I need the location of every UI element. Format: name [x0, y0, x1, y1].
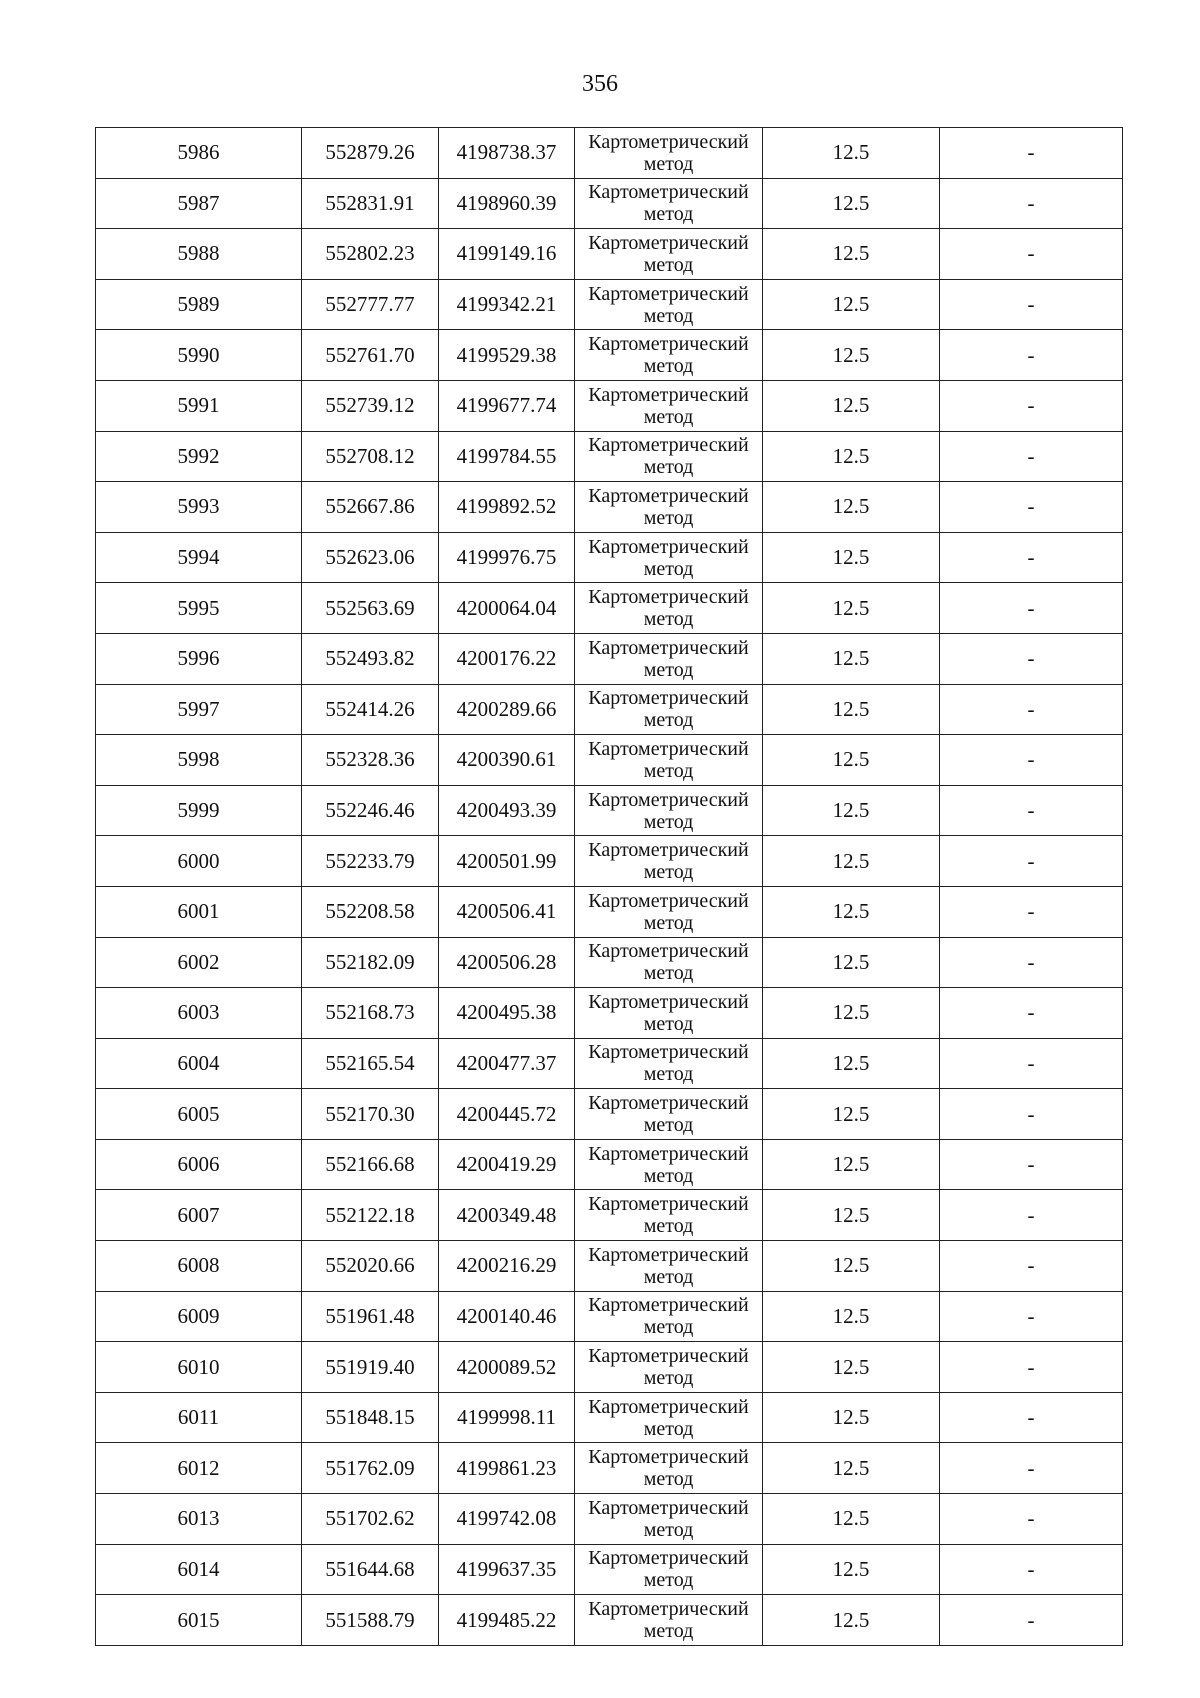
point-number-cell: 5995	[96, 583, 302, 634]
x-coordinate-cell: 552414.26	[302, 684, 439, 735]
point-number-cell: 5986	[96, 128, 302, 179]
y-coordinate-cell: 4200419.29	[439, 1139, 575, 1190]
point-number-cell: 6007	[96, 1190, 302, 1241]
note-cell: -	[940, 380, 1123, 431]
accuracy-cell: 12.5	[763, 735, 940, 786]
table-row	[96, 684, 1123, 735]
accuracy-cell: 12.5	[763, 633, 940, 684]
method-cell: Картометрический метод	[575, 1342, 763, 1393]
point-number-cell: 6015	[96, 1595, 302, 1646]
y-coordinate-cell: 4199742.08	[439, 1494, 575, 1545]
x-coordinate-cell: 551919.40	[302, 1342, 439, 1393]
table-row	[96, 128, 1123, 179]
note-cell: -	[940, 1544, 1123, 1595]
table-row	[96, 735, 1123, 786]
point-number-cell: 5991	[96, 380, 302, 431]
method-cell: Картометрический метод	[575, 684, 763, 735]
x-coordinate-cell: 552667.86	[302, 482, 439, 533]
x-coordinate-cell: 552802.23	[302, 229, 439, 280]
y-coordinate-cell: 4199892.52	[439, 482, 575, 533]
table-row	[96, 1241, 1123, 1292]
y-coordinate-cell: 4199998.11	[439, 1392, 575, 1443]
point-number-cell: 5987	[96, 178, 302, 229]
accuracy-cell: 12.5	[763, 1494, 940, 1545]
y-coordinate-cell: 4199976.75	[439, 532, 575, 583]
point-number-cell: 5996	[96, 633, 302, 684]
x-coordinate-cell: 552623.06	[302, 532, 439, 583]
point-number-cell: 6005	[96, 1089, 302, 1140]
accuracy-cell: 12.5	[763, 886, 940, 937]
method-cell: Картометрический метод	[575, 380, 763, 431]
accuracy-cell: 12.5	[763, 279, 940, 330]
note-cell: -	[940, 1595, 1123, 1646]
point-number-cell: 5992	[96, 431, 302, 482]
x-coordinate-cell: 551961.48	[302, 1291, 439, 1342]
y-coordinate-cell: 4200495.38	[439, 988, 575, 1039]
accuracy-cell: 12.5	[763, 128, 940, 179]
note-cell: -	[940, 330, 1123, 381]
y-coordinate-cell: 4200445.72	[439, 1089, 575, 1140]
method-cell: Картометрический метод	[575, 1544, 763, 1595]
note-cell: -	[940, 1190, 1123, 1241]
point-number-cell: 5988	[96, 229, 302, 280]
note-cell: -	[940, 1291, 1123, 1342]
method-cell: Картометрический метод	[575, 1494, 763, 1545]
page-number: 356	[582, 71, 618, 97]
x-coordinate-cell: 552168.73	[302, 988, 439, 1039]
table-row	[96, 583, 1123, 634]
note-cell: -	[940, 886, 1123, 937]
y-coordinate-cell: 4200216.29	[439, 1241, 575, 1292]
x-coordinate-cell: 552182.09	[302, 937, 439, 988]
x-coordinate-cell: 551848.15	[302, 1392, 439, 1443]
table-row	[96, 785, 1123, 836]
y-coordinate-cell: 4200064.04	[439, 583, 575, 634]
method-cell: Картометрический метод	[575, 1595, 763, 1646]
x-coordinate-cell: 552493.82	[302, 633, 439, 684]
x-coordinate-cell: 552166.68	[302, 1139, 439, 1190]
accuracy-cell: 12.5	[763, 1190, 940, 1241]
point-number-cell: 5990	[96, 330, 302, 381]
y-coordinate-cell: 4199149.16	[439, 229, 575, 280]
table-row	[96, 330, 1123, 381]
table-row	[96, 1443, 1123, 1494]
accuracy-cell: 12.5	[763, 482, 940, 533]
x-coordinate-cell: 552020.66	[302, 1241, 439, 1292]
point-number-cell: 5993	[96, 482, 302, 533]
x-coordinate-cell: 551702.62	[302, 1494, 439, 1545]
note-cell: -	[940, 431, 1123, 482]
method-cell: Картометрический метод	[575, 128, 763, 179]
y-coordinate-cell: 4200501.99	[439, 836, 575, 887]
accuracy-cell: 12.5	[763, 785, 940, 836]
note-cell: -	[940, 988, 1123, 1039]
x-coordinate-cell: 551644.68	[302, 1544, 439, 1595]
note-cell: -	[940, 532, 1123, 583]
method-cell: Картометрический метод	[575, 1392, 763, 1443]
y-coordinate-cell: 4199784.55	[439, 431, 575, 482]
y-coordinate-cell: 4200506.41	[439, 886, 575, 937]
method-cell: Картометрический метод	[575, 937, 763, 988]
method-cell: Картометрический метод	[575, 1291, 763, 1342]
accuracy-cell: 12.5	[763, 380, 940, 431]
method-cell: Картометрический метод	[575, 178, 763, 229]
table-row	[96, 1392, 1123, 1443]
y-coordinate-cell: 4200349.48	[439, 1190, 575, 1241]
accuracy-cell: 12.5	[763, 1342, 940, 1393]
method-cell: Картометрический метод	[575, 633, 763, 684]
point-number-cell: 5999	[96, 785, 302, 836]
x-coordinate-cell: 551762.09	[302, 1443, 439, 1494]
accuracy-cell: 12.5	[763, 1392, 940, 1443]
point-number-cell: 6004	[96, 1038, 302, 1089]
coordinates-table-body	[96, 128, 1123, 1646]
note-cell: -	[940, 785, 1123, 836]
table-row	[96, 482, 1123, 533]
point-number-cell: 5997	[96, 684, 302, 735]
method-cell: Картометрический метод	[575, 279, 763, 330]
point-number-cell: 6009	[96, 1291, 302, 1342]
table-row	[96, 1342, 1123, 1393]
point-number-cell: 6006	[96, 1139, 302, 1190]
y-coordinate-cell: 4198960.39	[439, 178, 575, 229]
table-row	[96, 1089, 1123, 1140]
y-coordinate-cell: 4199342.21	[439, 279, 575, 330]
accuracy-cell: 12.5	[763, 1241, 940, 1292]
accuracy-cell: 12.5	[763, 431, 940, 482]
method-cell: Картометрический метод	[575, 1038, 763, 1089]
y-coordinate-cell: 4199637.35	[439, 1544, 575, 1595]
table-row	[96, 886, 1123, 937]
coordinates-table	[95, 127, 1123, 1646]
x-coordinate-cell: 551588.79	[302, 1595, 439, 1646]
point-number-cell: 6014	[96, 1544, 302, 1595]
table-row	[96, 279, 1123, 330]
point-number-cell: 6010	[96, 1342, 302, 1393]
x-coordinate-cell: 552563.69	[302, 583, 439, 634]
note-cell: -	[940, 482, 1123, 533]
note-cell: -	[940, 633, 1123, 684]
x-coordinate-cell: 552879.26	[302, 128, 439, 179]
note-cell: -	[940, 937, 1123, 988]
table-row	[96, 1190, 1123, 1241]
note-cell: -	[940, 229, 1123, 280]
method-cell: Картометрический метод	[575, 988, 763, 1039]
method-cell: Картометрический метод	[575, 1443, 763, 1494]
method-cell: Картометрический метод	[575, 583, 763, 634]
note-cell: -	[940, 684, 1123, 735]
note-cell: -	[940, 279, 1123, 330]
method-cell: Картометрический метод	[575, 836, 763, 887]
method-cell: Картометрический метод	[575, 532, 763, 583]
accuracy-cell: 12.5	[763, 684, 940, 735]
note-cell: -	[940, 178, 1123, 229]
note-cell: -	[940, 1241, 1123, 1292]
x-coordinate-cell: 552170.30	[302, 1089, 439, 1140]
accuracy-cell: 12.5	[763, 1038, 940, 1089]
y-coordinate-cell: 4198738.37	[439, 128, 575, 179]
method-cell: Картометрический метод	[575, 229, 763, 280]
accuracy-cell: 12.5	[763, 937, 940, 988]
accuracy-cell: 12.5	[763, 1595, 940, 1646]
y-coordinate-cell: 4200289.66	[439, 684, 575, 735]
note-cell: -	[940, 1392, 1123, 1443]
y-coordinate-cell: 4200506.28	[439, 937, 575, 988]
method-cell: Картометрический метод	[575, 1190, 763, 1241]
y-coordinate-cell: 4200493.39	[439, 785, 575, 836]
x-coordinate-cell: 552233.79	[302, 836, 439, 887]
point-number-cell: 6008	[96, 1241, 302, 1292]
x-coordinate-cell: 552777.77	[302, 279, 439, 330]
method-cell: Картометрический метод	[575, 1241, 763, 1292]
accuracy-cell: 12.5	[763, 583, 940, 634]
table-row	[96, 1139, 1123, 1190]
y-coordinate-cell: 4199861.23	[439, 1443, 575, 1494]
x-coordinate-cell: 552831.91	[302, 178, 439, 229]
accuracy-cell: 12.5	[763, 1291, 940, 1342]
x-coordinate-cell: 552708.12	[302, 431, 439, 482]
table-row	[96, 431, 1123, 482]
y-coordinate-cell: 4200176.22	[439, 633, 575, 684]
method-cell: Картометрический метод	[575, 785, 763, 836]
y-coordinate-cell: 4200477.37	[439, 1038, 575, 1089]
accuracy-cell: 12.5	[763, 229, 940, 280]
x-coordinate-cell: 552761.70	[302, 330, 439, 381]
note-cell: -	[940, 1443, 1123, 1494]
point-number-cell: 6003	[96, 988, 302, 1039]
x-coordinate-cell: 552328.36	[302, 735, 439, 786]
table-row	[96, 1595, 1123, 1646]
table-row	[96, 178, 1123, 229]
table-row	[96, 633, 1123, 684]
point-number-cell: 5994	[96, 532, 302, 583]
x-coordinate-cell: 552739.12	[302, 380, 439, 431]
table-row	[96, 937, 1123, 988]
accuracy-cell: 12.5	[763, 532, 940, 583]
method-cell: Картометрический метод	[575, 886, 763, 937]
x-coordinate-cell: 552208.58	[302, 886, 439, 937]
table-row	[96, 1291, 1123, 1342]
point-number-cell: 6000	[96, 836, 302, 887]
point-number-cell: 6012	[96, 1443, 302, 1494]
y-coordinate-cell: 4200140.46	[439, 1291, 575, 1342]
y-coordinate-cell: 4199485.22	[439, 1595, 575, 1646]
note-cell: -	[940, 1494, 1123, 1545]
method-cell: Картометрический метод	[575, 735, 763, 786]
method-cell: Картометрический метод	[575, 482, 763, 533]
table-row	[96, 229, 1123, 280]
note-cell: -	[940, 583, 1123, 634]
note-cell: -	[940, 836, 1123, 887]
table-row	[96, 380, 1123, 431]
table-row	[96, 1494, 1123, 1545]
method-cell: Картометрический метод	[575, 431, 763, 482]
accuracy-cell: 12.5	[763, 178, 940, 229]
y-coordinate-cell: 4200089.52	[439, 1342, 575, 1393]
y-coordinate-cell: 4200390.61	[439, 735, 575, 786]
accuracy-cell: 12.5	[763, 1544, 940, 1595]
point-number-cell: 6011	[96, 1392, 302, 1443]
accuracy-cell: 12.5	[763, 1443, 940, 1494]
point-number-cell: 5998	[96, 735, 302, 786]
point-number-cell: 6001	[96, 886, 302, 937]
note-cell: -	[940, 735, 1123, 786]
note-cell: -	[940, 1342, 1123, 1393]
y-coordinate-cell: 4199529.38	[439, 330, 575, 381]
table-row	[96, 988, 1123, 1039]
point-number-cell: 5989	[96, 279, 302, 330]
table-row	[96, 532, 1123, 583]
y-coordinate-cell: 4199677.74	[439, 380, 575, 431]
x-coordinate-cell: 552122.18	[302, 1190, 439, 1241]
point-number-cell: 6002	[96, 937, 302, 988]
note-cell: -	[940, 1038, 1123, 1089]
method-cell: Картометрический метод	[575, 1089, 763, 1140]
method-cell: Картометрический метод	[575, 1139, 763, 1190]
accuracy-cell: 12.5	[763, 1089, 940, 1140]
table-row	[96, 836, 1123, 887]
accuracy-cell: 12.5	[763, 1139, 940, 1190]
method-cell: Картометрический метод	[575, 330, 763, 381]
note-cell: -	[940, 1139, 1123, 1190]
note-cell: -	[940, 128, 1123, 179]
point-number-cell: 6013	[96, 1494, 302, 1545]
table-row	[96, 1038, 1123, 1089]
table-row	[96, 1544, 1123, 1595]
accuracy-cell: 12.5	[763, 836, 940, 887]
accuracy-cell: 12.5	[763, 330, 940, 381]
accuracy-cell: 12.5	[763, 988, 940, 1039]
x-coordinate-cell: 552246.46	[302, 785, 439, 836]
note-cell: -	[940, 1089, 1123, 1140]
x-coordinate-cell: 552165.54	[302, 1038, 439, 1089]
